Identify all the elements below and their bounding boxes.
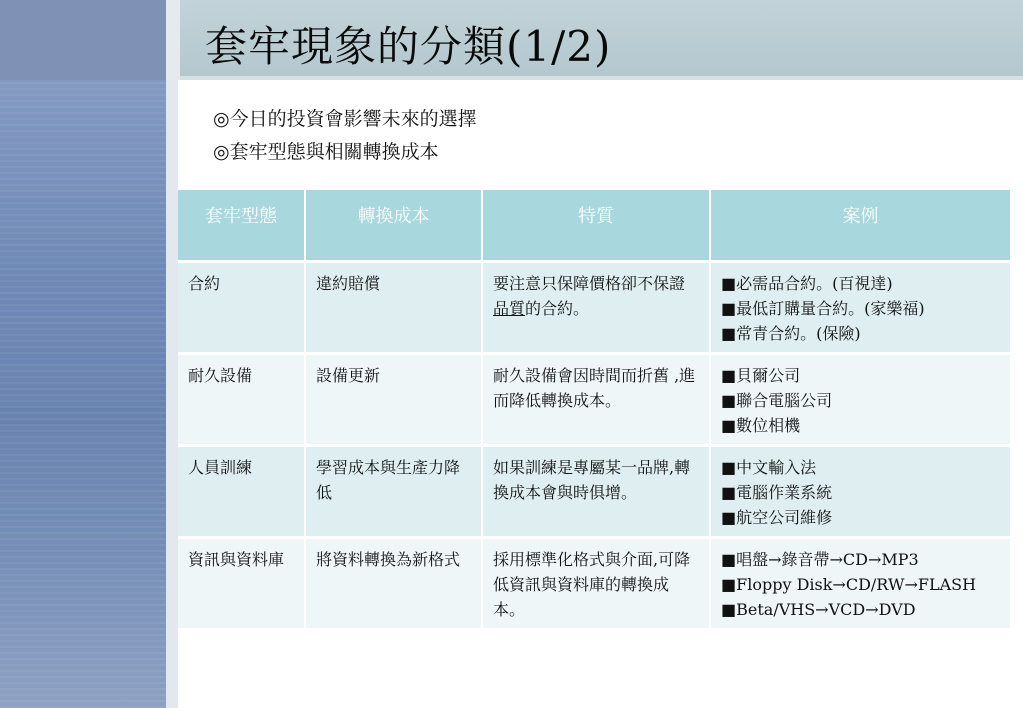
cell-case <box>710 354 1011 446</box>
header-type: 套牢型態 <box>178 190 305 262</box>
trait-underlined-text: 品質 <box>493 299 526 318</box>
cell-type: 合約 <box>178 262 305 354</box>
cell-case <box>710 262 1011 354</box>
cell-type: 耐久設備 <box>178 354 305 446</box>
table-row <box>178 538 1011 630</box>
header-trait: 特質 <box>482 190 710 262</box>
bullet-item: ◎套牢型態與相關轉換成本 <box>213 141 439 163</box>
cell-trait: 耐久設備會因時間而折舊 ,進而降低轉換成本。 <box>482 354 710 446</box>
case-item: ■貝爾公司 <box>721 366 801 385</box>
decorative-side-panel <box>0 0 166 708</box>
bullet-list <box>213 103 477 169</box>
case-item: ■唱盤→錄音帶→CD→MP3 <box>721 550 919 569</box>
table-row <box>178 446 1011 538</box>
cell-cost: 設備更新 <box>305 354 482 446</box>
table-row <box>178 354 1011 446</box>
case-item: ■數位相機 <box>721 416 801 435</box>
side-panel-edge <box>166 0 178 708</box>
cell-cost: 學習成本與生產力降低 <box>305 446 482 538</box>
title-bar-left-block <box>0 0 166 80</box>
cell-cost: 違約賠償 <box>305 262 482 354</box>
case-item: ■必需品合約。(百視達) <box>721 274 893 293</box>
case-item: ■常青合約。(保險) <box>721 324 861 343</box>
table-header-row <box>178 190 1011 262</box>
cell-trait <box>482 262 710 354</box>
case-item: ■最低訂購量合約。(家樂福) <box>721 299 925 318</box>
cell-cost: 將資料轉換為新格式 <box>305 538 482 630</box>
case-item: ■電腦作業系統 <box>721 483 833 502</box>
cell-case <box>710 538 1011 630</box>
case-item: ■中文輸入法 <box>721 458 817 477</box>
case-item: ■Beta/VHS→VCD→DVD <box>721 600 916 619</box>
title-underline <box>180 76 1023 80</box>
case-item: ■Floppy Disk→CD/RW→FLASH <box>721 575 977 594</box>
header-case: 案例 <box>710 190 1011 262</box>
bullet-item: ◎今日的投資會影響未來的選擇 <box>213 108 477 130</box>
cell-trait: 如果訓練是專屬某一品牌,轉換成本會與時俱增。 <box>482 446 710 538</box>
case-item: ■航空公司維修 <box>721 508 833 527</box>
cell-case <box>710 446 1011 538</box>
lock-in-table <box>178 190 1012 631</box>
trait-text: 要注意只保障價格卻不保證 <box>493 274 686 293</box>
cell-trait: 採用標準化格式與介面,可降低資訊與資料庫的轉換成本。 <box>482 538 710 630</box>
header-cost: 轉換成本 <box>305 190 482 262</box>
page-title: 套牢現象的分類(1/2) <box>205 22 612 71</box>
cell-type: 人員訓練 <box>178 446 305 538</box>
trait-text: 的合約。 <box>525 299 590 318</box>
case-item: ■聯合電腦公司 <box>721 391 833 410</box>
title-bar-divider <box>166 0 180 80</box>
table-row <box>178 262 1011 354</box>
cell-type: 資訊與資料庫 <box>178 538 305 630</box>
